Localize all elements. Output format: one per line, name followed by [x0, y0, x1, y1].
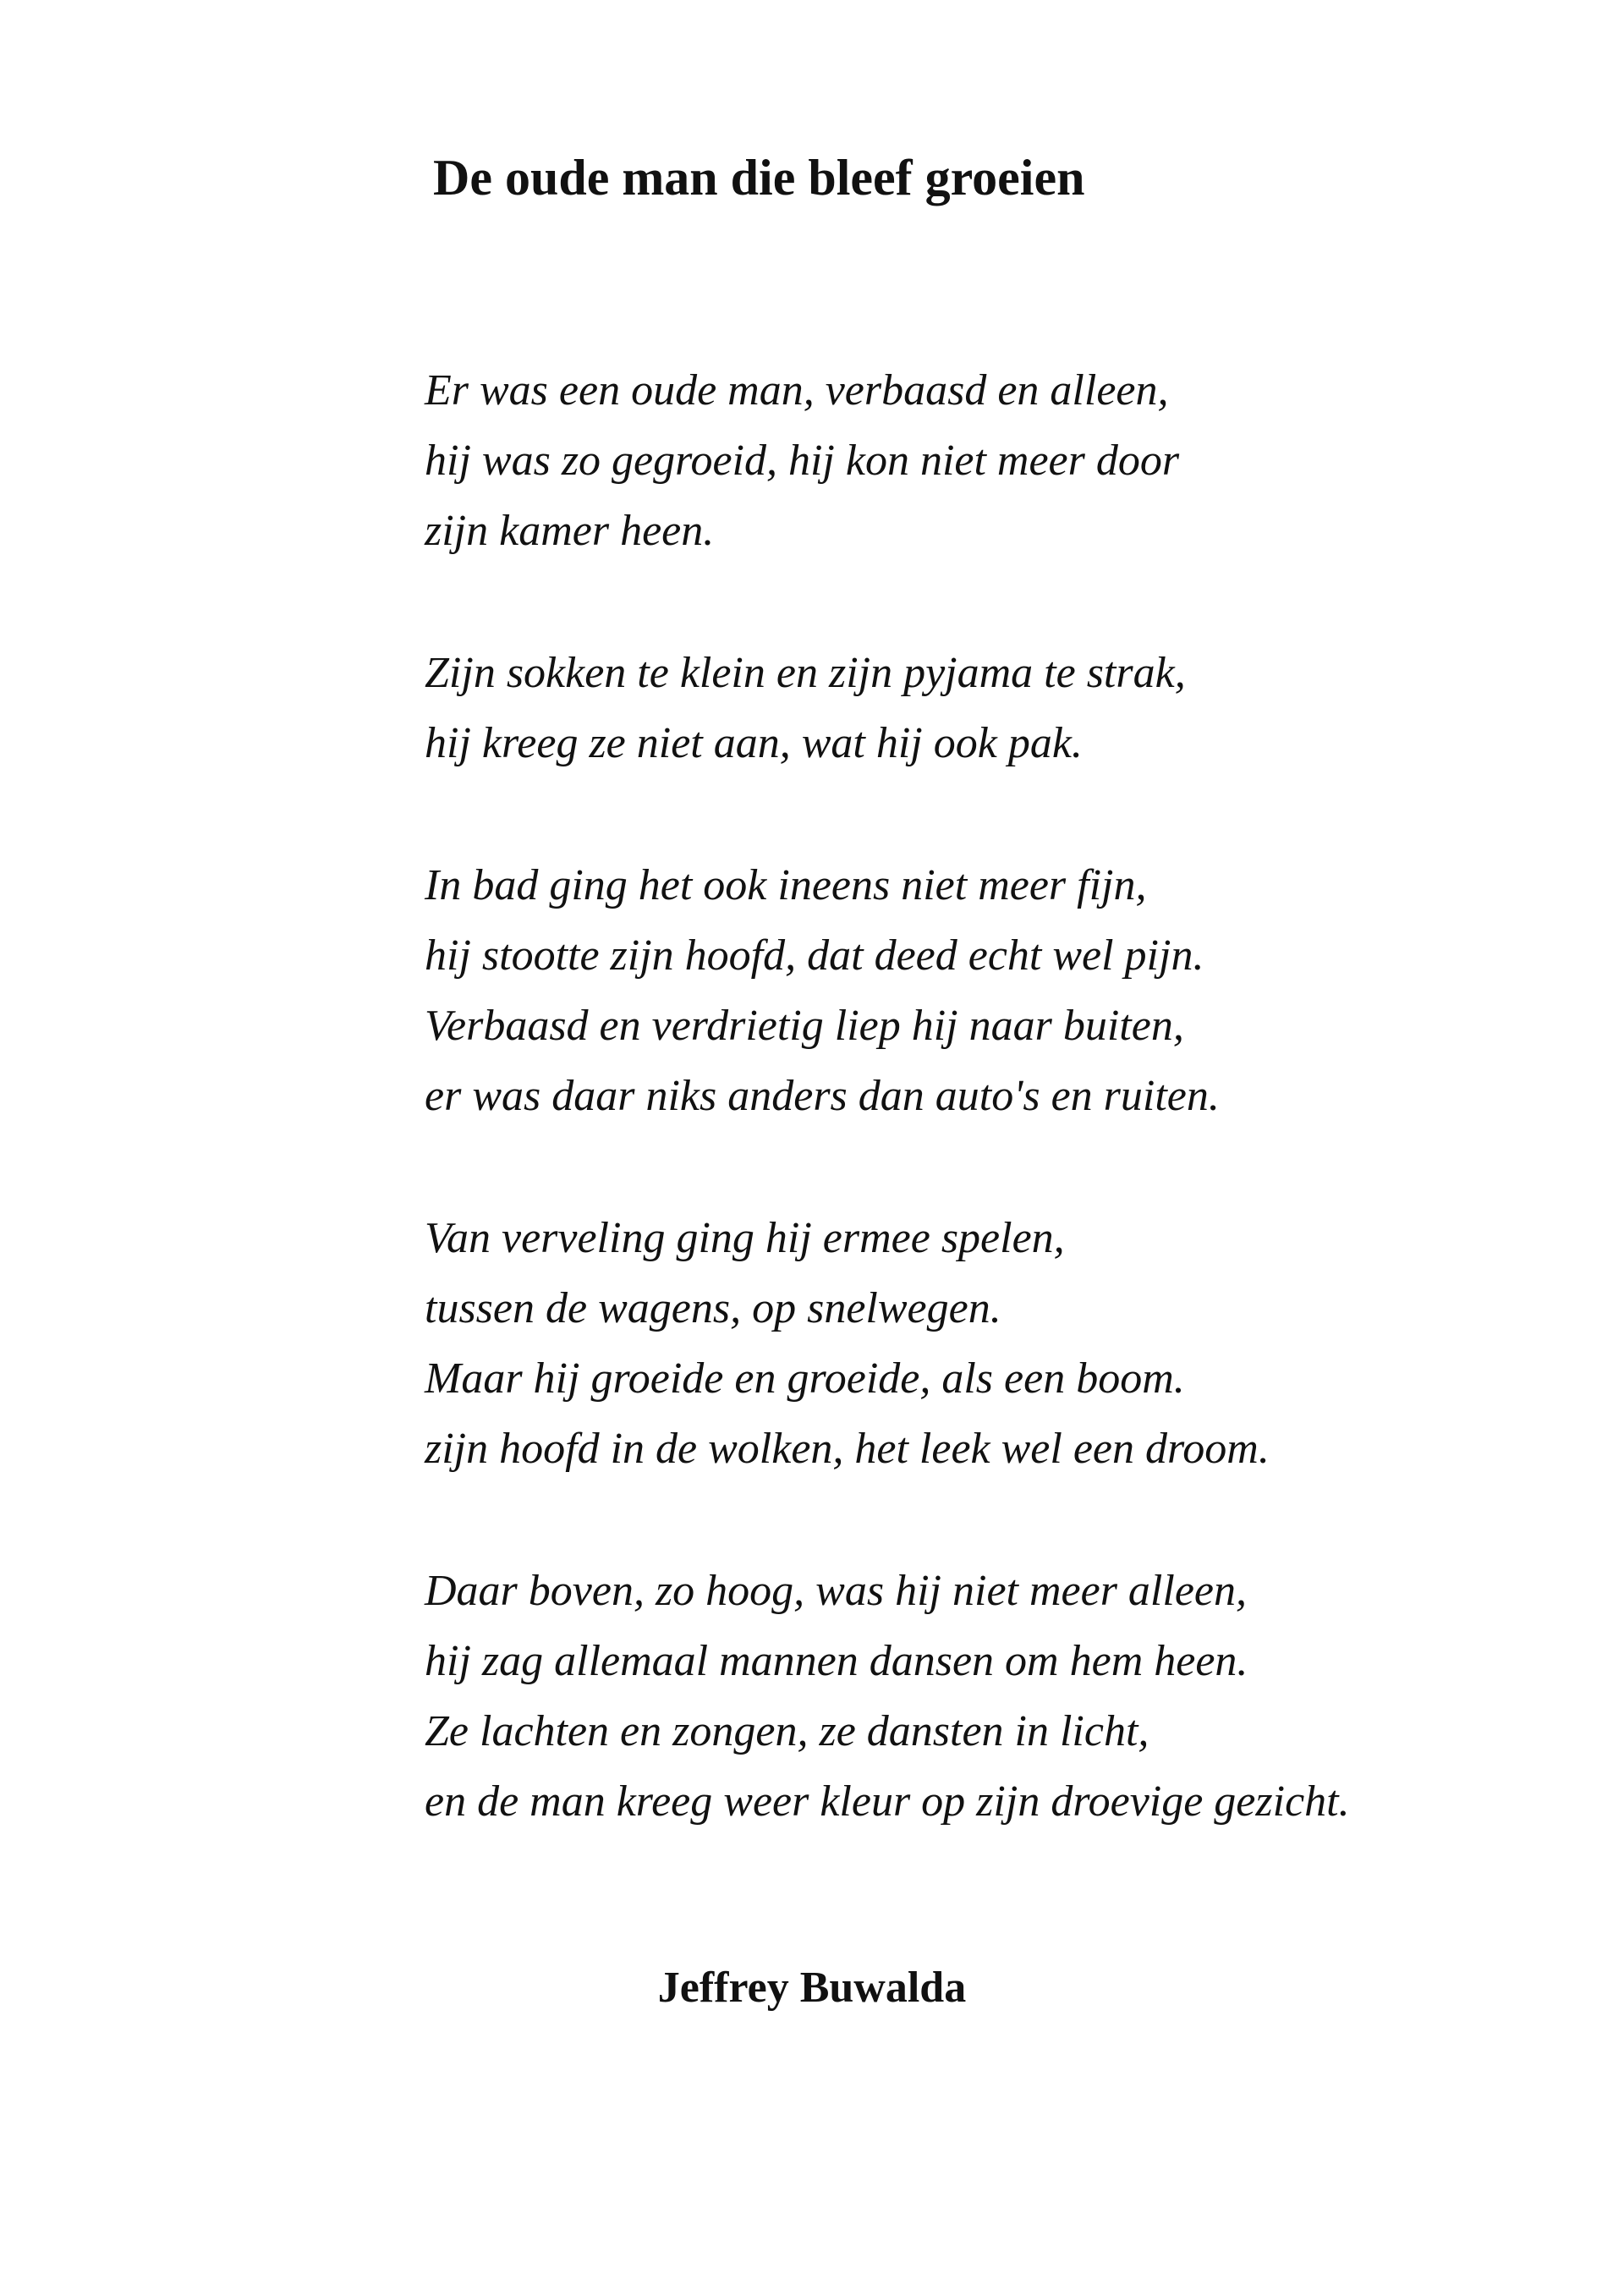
poem-line: zijn kamer heen. [425, 507, 715, 555]
stanza-4 [425, 1203, 1440, 1484]
poem-title: De oude man die bleef groeien [433, 150, 1085, 206]
poem-line: zijn hoofd in de wolken, het leek wel een droom. [425, 1425, 1270, 1473]
poem-line: Verbaasd en verdrietig liep hij naar buiten, [425, 1002, 1184, 1050]
poem-author: Jeffrey Buwalda [657, 1964, 967, 2012]
poem-line: tussen de wagens, op snelwegen. [425, 1284, 1001, 1332]
stanza-5 [425, 1556, 1440, 1837]
poem-line: Zijn sokken te klein en zijn pyjama te strak, [425, 649, 1186, 697]
poem-line: hij was zo gegroeid, hij kon niet meer door [425, 437, 1180, 485]
stanza-1 [425, 355, 1440, 566]
stanza-3 [425, 850, 1440, 1131]
poem-line: hij stootte zijn hoofd, dat deed echt wel pijn. [425, 931, 1204, 980]
poem-line: er was daar niks anders dan auto's en ruiten. [425, 1072, 1220, 1120]
poem-line: en de man kreeg weer kleur op zijn droevige gezicht. [425, 1777, 1350, 1826]
poem-line: Er was een oude man, verbaasd en alleen, [425, 366, 1169, 415]
poem-line: Ze lachten en zongen, ze dansten in licht, [425, 1707, 1149, 1755]
poem-line: hij kreeg ze niet aan, wat hij ook pak. [425, 719, 1083, 767]
poem-line: hij zag allemaal mannen dansen om hem heen. [425, 1637, 1248, 1685]
stanza-2 [425, 638, 1440, 778]
poem-line: Maar hij groeide en groeide, als een boom. [425, 1354, 1185, 1403]
poem-line: Van verveling ging hij ermee spelen, [425, 1214, 1065, 1262]
poem-line: Daar boven, zo hoog, was hij niet meer alleen, [425, 1567, 1247, 1615]
poem-body [425, 355, 1440, 1909]
poem-line: In bad ging het ook ineens niet meer fijn, [425, 861, 1147, 909]
